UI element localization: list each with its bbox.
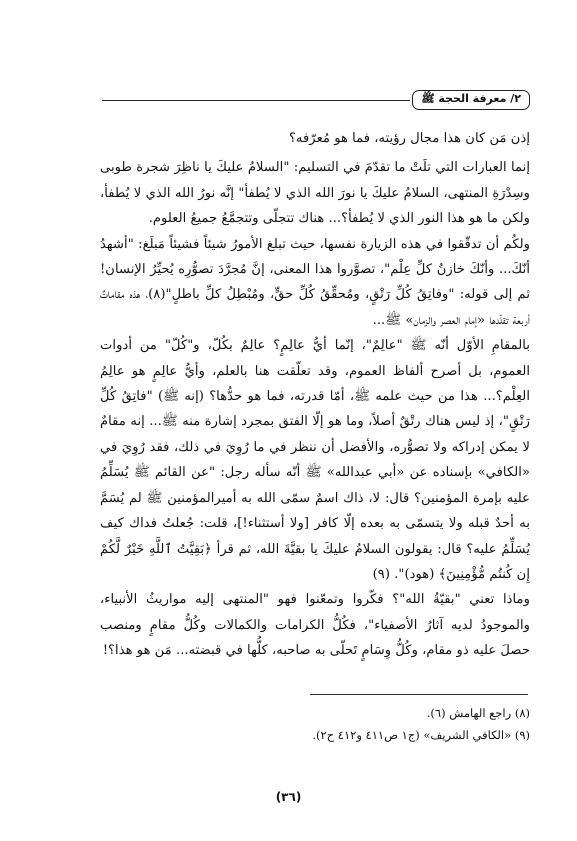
footnote-separator	[310, 694, 528, 695]
paragraph-2: إنما العبارات التي تلَتْ ما تقدّمَ في التسليم: "السلامُ عليكَ يا ناظِرَ شجرة طوبى وسِدْرَةِ المنتهى، السلامُ عليكَ يا نورَ الله الذي لا يُطفأ" إنَّه نورُ الله الذي لا يُطفأ، ولكن ما هو هذا النور الذي لا يُطفأ؟... هناك تتجلّى وتتجمَّعُ جميعُ العلوم.	[100, 160, 530, 227]
running-header	[102, 90, 530, 110]
paragraph-4: بالمقامِ الأوّل أنّه ﷺ "عالِمٌ"، إنّما أيُّ عالِمٍ؟ عالِمٌ بكُلّ، و"كُلّ" من أدوات العموم، بل أصرح ألفاظ العموم، وقد تعلّقت هنا بالعلم، وأيُّ عالِمٍ هو عالِمُ العِلْم؟... هذا من حيث علمه ﷺ، أمّا قدرته، فما هو حدُّها؟ (إنه ﷺ) "فاتِقُ كُلِّ رَتْقٍ"، إذ ليس هناك رتْقٌ أصلاً، وما هو إلّا الفتق بمجرد إشارة منه ﷺ... إنه مقامٌ لا يمكن إدراكه ولا تصوُّره، والأفضل أن ننظر في ما رُوِيَ في ذلك، فقد رُوِيَ في «الكافي» بإسناده عن «أبي عبدالله» ﷺ أنّه سأله رجل: "عن القائم ﷺ يُسَلِّمُ عليه بإمرة المؤمنين؟ قال: لا، ذاك اسمٌ سمّى الله به أميرالمؤمنين ﷺ لم يُسَمَّ به أحدٌ قبله ولا يتسمّى به بعده إلّا كافر [ولا أستثناء!]، قلت: جُعلتُ فداك كيف يُسَلِّمُ عليه؟ قال: يقولون السلامُ عليكَ يا بقيَّةَ الله، ثم قرأ ﴿بَقِيَّتُ ٱللَّهِ خَيْرٌ لَّكُمْ إِن كُنتُم مُّؤْمِنِينَ﴾ (هود)". (٩)	[100, 338, 530, 582]
paragraph-1: إذن مَن كان هذا مجال رؤيته، فما هو مُعرّفه؟	[288, 131, 530, 146]
header-rule	[102, 100, 410, 101]
footnotes	[100, 702, 530, 746]
paragraph-3: ولكُم أن تدقّقوا في هذه الزيارة نفسها، حيث تبلغ الأمورُ شيئاً فشيئاً مَبلَغ: "أشهدُ أنّكَ... وأنّكَ خازنُ كلِّ عِلْم"، تصوَّروا هذا المعنى، إنَّ مُجرَّدَ تصوُّرِه يُحيِّرُ الإنسان! ثم إلى قوله: "وفاتِقُ كُلِّ رَتْقٍ، ومُحقِّقُ كُلِّ حقٍّ، ومُبْطِلُ كلِّ باطلٍ"(٨)، هذه مقاماتٌ أربعة تقلّدها «إمام العصر والزمان» ﷺ...	[100, 236, 530, 328]
body-text	[100, 126, 530, 664]
footnote-8: (٨) راجع الهامش (٦).	[426, 706, 530, 720]
page-number: (٣٦)	[275, 790, 302, 804]
paragraph-5: وماذا تعني "بقيّةُ الله"؟ فكّروا وتمعّنوا فهو "المنتهى إليه مواريثُ الأنبياء، والموجودُ لديه آثارُ الأصفياء"، فكُلُّ الكرامات والكمالات وكُلُّ مقامٍ ومنصب حصلَ عليه ذو مقام، وكُلُّ وِسَامٍ تَحلّى به صاحبه، كلُّها في قبضته... مَن هو هذا؟!	[100, 592, 530, 659]
footnote-9: (٩) «الكافي الشريف» (ج١ ص٤١١ و٤١٢ ح٢).	[312, 728, 530, 742]
header-title: ٢/ معرفة الحجة ﷺ	[412, 90, 530, 110]
